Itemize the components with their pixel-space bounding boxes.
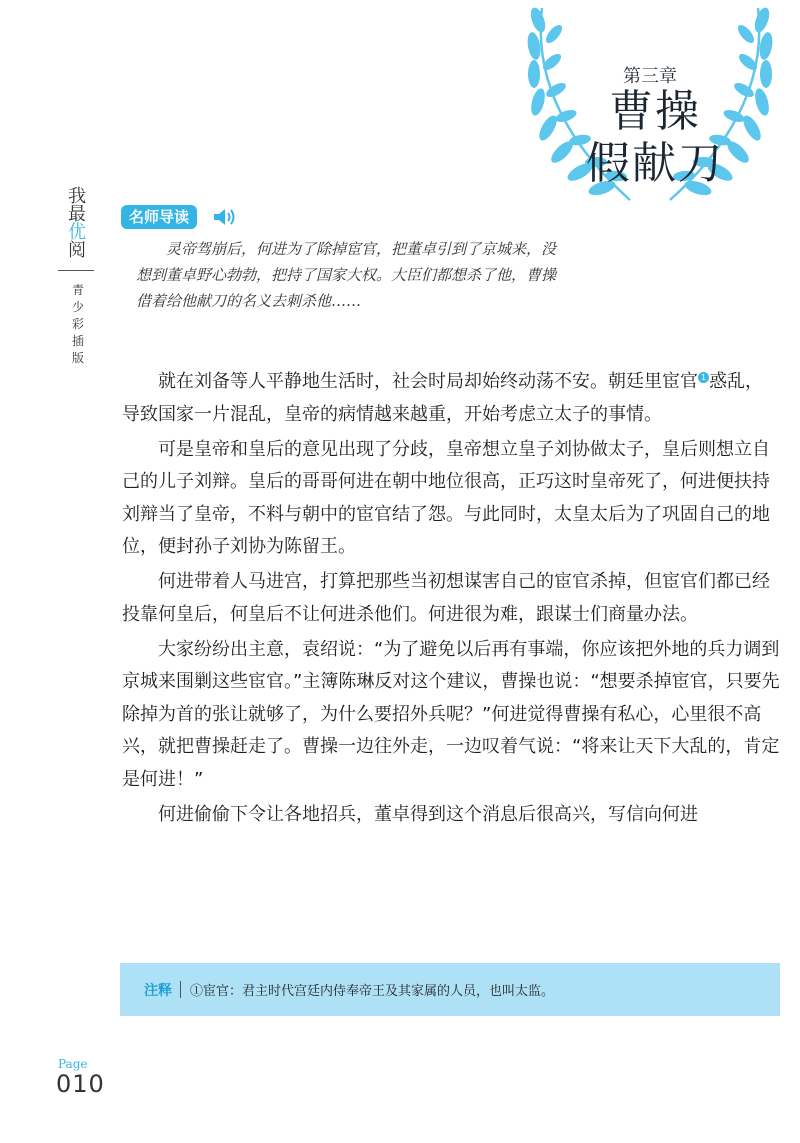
series-sub-char: 版: [71, 351, 84, 365]
chapter-title: [560, 86, 750, 190]
footnote-text: ①宦官：君主时代宫廷内侍奉帝王及其家属的人员，也叫太监。: [190, 984, 555, 999]
body-paragraph: 可是皇帝和皇后的意见出现了分歧，皇帝想立皇子刘协做太子，皇后则想立自己的儿子刘辩。皇后的哥哥何进在朝中地位很高，正巧这时皇帝死了，何进便扶持刘辩当了皇帝，不料与朝中的宦官结了怨。与此同时，太皇太后为了巩固自己的地位，便封孙子刘协为陈留王。: [122, 438, 770, 557]
body-paragraph: [122, 366, 780, 431]
page-label: Page: [58, 1057, 88, 1071]
chapter-title-line1: 曹操: [609, 86, 701, 137]
series-sub-char: 青: [71, 283, 84, 297]
footnote-separator: [180, 981, 181, 998]
body-paragraph: 大家纷纷出主意，袁绍说：“为了避免以后再有事端，你应该把外地的兵力调到京城来围剿这些宦官。”主簿陈琳反对这个建议，曹操也说：“想要杀掉宦官，只要先除掉为首的张让就够了，为什么要招外兵呢？”何进觉得曹操有私心，心里很不高兴，就把曹操赶走了。曹操一边往外走，一边叹着气说：“将来让天下大乱的，肯定是何进！”: [122, 638, 780, 790]
chapter-body: [122, 366, 780, 834]
body-paragraph: 何进带着人马进宫，打算把那些当初想谋害自己的宦官杀掉，但宦官们都已经投靠何皇后，何皇后不让何进杀他们。何进很为难，跟谋士们商量办法。: [122, 571, 770, 625]
series-title: [62, 188, 92, 260]
series-char: 优: [68, 222, 86, 243]
series-divider: [58, 270, 94, 271]
body-text-span: 就在刘备等人平静地生活时，社会时局却始终动荡不安。朝廷里宦官: [158, 371, 698, 392]
series-char: 阅: [68, 240, 86, 261]
series-sub-char: 少: [71, 300, 84, 314]
page-number: 010: [56, 1070, 105, 1098]
guide-badge: 名师导读: [121, 205, 197, 229]
guide-intro-text: 灵帝驾崩后，何进为了除掉宦官，把董卓引到了京城来，没想到董卓野心勃勃，把持了国家大权。大臣们都想杀了他，曹操借着给他献刀的名义去刺杀他……: [136, 240, 557, 310]
footnote-marker[interactable]: 1: [698, 372, 709, 383]
guide-intro: [136, 236, 556, 314]
speaker-icon: [212, 207, 238, 227]
body-paragraph: 何进偷偷下令让各地招兵，董卓得到这个消息后很高兴，写信向何进: [158, 803, 698, 825]
body-text-span: 惑乱，导致国家一片混乱，皇帝的病情越来越重，开始考虑立太子的事情。: [122, 371, 763, 425]
series-subtitle: [68, 282, 88, 367]
chapter-label: 第三章: [623, 66, 677, 87]
series-sub-char: 插: [71, 334, 84, 348]
footnote-box: [120, 963, 780, 1016]
series-char: 我: [68, 186, 86, 207]
footnote-label: 注释: [144, 983, 172, 999]
series-sub-char: 彩: [71, 317, 84, 331]
chapter-title-line2: 假献刀: [586, 138, 724, 189]
series-char: 最: [68, 204, 86, 225]
